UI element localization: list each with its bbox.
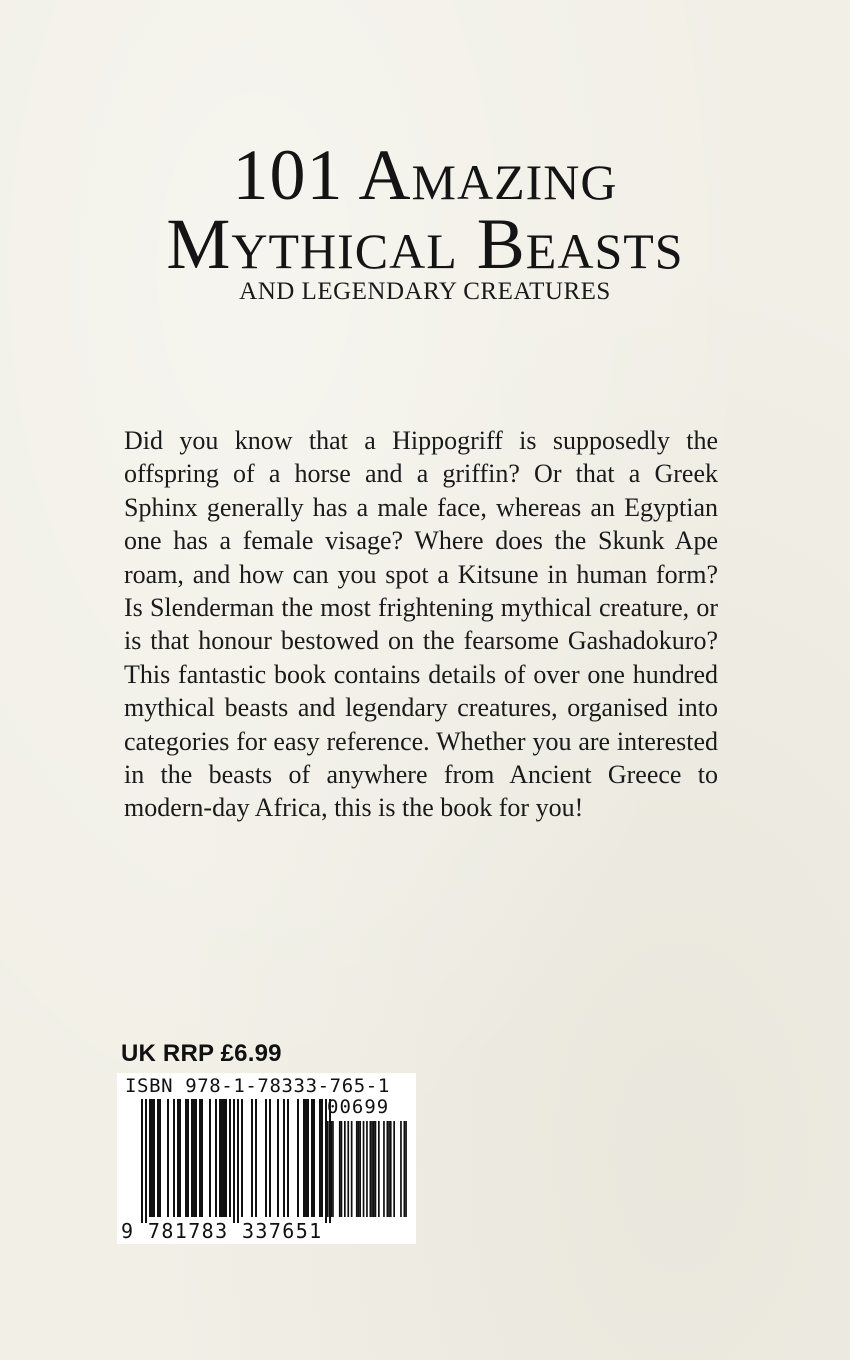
barcode-addon-bar	[327, 1121, 329, 1217]
barcode-addon-bar	[363, 1121, 365, 1217]
barcode-bar	[159, 1099, 161, 1217]
barcode-addon-bar	[405, 1121, 407, 1217]
barcode-addon-bar	[344, 1121, 346, 1217]
barcode-bar	[221, 1099, 223, 1217]
barcode-bar	[229, 1099, 231, 1217]
blurb-text: Did you know that a Hippogriff is supposedly the offspring of a horse and a griffin? Or that a Greek Sphinx generally has a male face, whereas an Egyptian one has a female visage? Where does the Skunk Ape roam, and how can you spot a Kitsune in human form? Is Slenderman the most frightening mythical creature, or is that honour bestowed on the fearsome Gashadokuro? This fantastic book contains details of over one hundred mythical beasts and legendary creatures, organised into categories for easy reference. Whether you are interested in the beasts of anywhere from Ancient Greece to modern-day Africa, this is the book for you!	[124, 426, 718, 823]
barcode-addon-bar	[351, 1121, 353, 1217]
barcode-bar	[173, 1099, 175, 1217]
barcode-bar	[297, 1099, 299, 1217]
barcode-addon-bar	[378, 1121, 380, 1217]
barcode-bar	[287, 1099, 289, 1217]
barcode-bar	[157, 1099, 159, 1217]
barcode-bar	[321, 1099, 323, 1217]
barcode-bar	[319, 1099, 321, 1217]
barcode-addon-digits: 00699	[327, 1096, 390, 1118]
barcode-bar	[191, 1099, 193, 1217]
barcode-addon-bar	[388, 1121, 390, 1217]
barcode-bar	[193, 1099, 195, 1217]
barcode-bar	[215, 1099, 217, 1217]
barcode-addon-bar	[370, 1121, 372, 1217]
barcode-addon-bar	[332, 1121, 334, 1217]
title-line-2: Mythical Beasts	[166, 204, 684, 284]
barcode-addon-bar	[359, 1121, 361, 1217]
barcode-addon-bar	[347, 1121, 349, 1217]
barcode-addon-bar	[341, 1121, 343, 1217]
barcode-bar	[177, 1099, 179, 1217]
barcode-bar	[307, 1099, 309, 1217]
barcode-bar	[223, 1099, 225, 1217]
barcode-ean-digits: 9 781783 337651	[121, 1219, 323, 1243]
barcode-addon-bar	[404, 1121, 406, 1217]
barcode-bar	[283, 1099, 285, 1217]
barcode-bar	[269, 1099, 271, 1217]
barcode-bar	[151, 1099, 153, 1217]
barcode-bar	[255, 1099, 257, 1217]
barcode-bar	[233, 1099, 235, 1223]
barcode-addon-bar	[339, 1121, 341, 1217]
barcode-addon-bar	[373, 1121, 375, 1217]
barcode-bar	[149, 1099, 151, 1217]
barcode-bar	[179, 1099, 181, 1217]
barcode-bar	[141, 1099, 143, 1223]
barcode-bar	[313, 1099, 315, 1217]
barcode-bar	[145, 1099, 147, 1223]
barcode-bar	[187, 1099, 189, 1217]
barcode-bar	[195, 1099, 197, 1217]
barcode-bar	[305, 1099, 307, 1217]
barcode-addon-bar	[356, 1121, 358, 1217]
barcode-bar	[209, 1099, 211, 1217]
barcode-bar	[241, 1099, 243, 1217]
barcode-bar	[199, 1099, 201, 1217]
barcode-bar	[153, 1099, 155, 1217]
barcode-bar	[277, 1099, 279, 1217]
barcode-addon-bar	[390, 1121, 392, 1217]
barcode-addon-bar	[371, 1121, 373, 1217]
title-line-1: 101 Amazing	[232, 135, 618, 215]
barcode-bar	[311, 1099, 313, 1217]
barcode-bar	[251, 1099, 253, 1217]
barcode-bar	[201, 1099, 203, 1217]
barcode-addon-bar	[400, 1121, 402, 1217]
isbn-label: ISBN 978-1-78333-765-1	[125, 1075, 390, 1097]
barcode-addon-bar	[358, 1121, 360, 1217]
barcode-addon-bar	[383, 1121, 385, 1217]
barcode-bar	[167, 1099, 169, 1217]
barcode-addon-bar	[387, 1121, 389, 1217]
barcode-addon-bar	[375, 1121, 377, 1217]
barcode-addon-bar	[393, 1121, 395, 1217]
barcode-addon-bar	[330, 1121, 332, 1217]
barcode-bar	[185, 1099, 187, 1217]
barcode-bar	[219, 1099, 221, 1217]
barcode-bar	[225, 1099, 227, 1217]
price-label: UK RRP £6.99	[121, 1040, 282, 1067]
barcode-bar	[265, 1099, 267, 1217]
barcode-addon-bar	[366, 1121, 368, 1217]
barcode-panel	[117, 1073, 416, 1244]
barcode-bar	[303, 1099, 305, 1217]
subtitle: AND LEGENDARY CREATURES	[239, 278, 611, 305]
barcode-bar	[237, 1099, 239, 1223]
